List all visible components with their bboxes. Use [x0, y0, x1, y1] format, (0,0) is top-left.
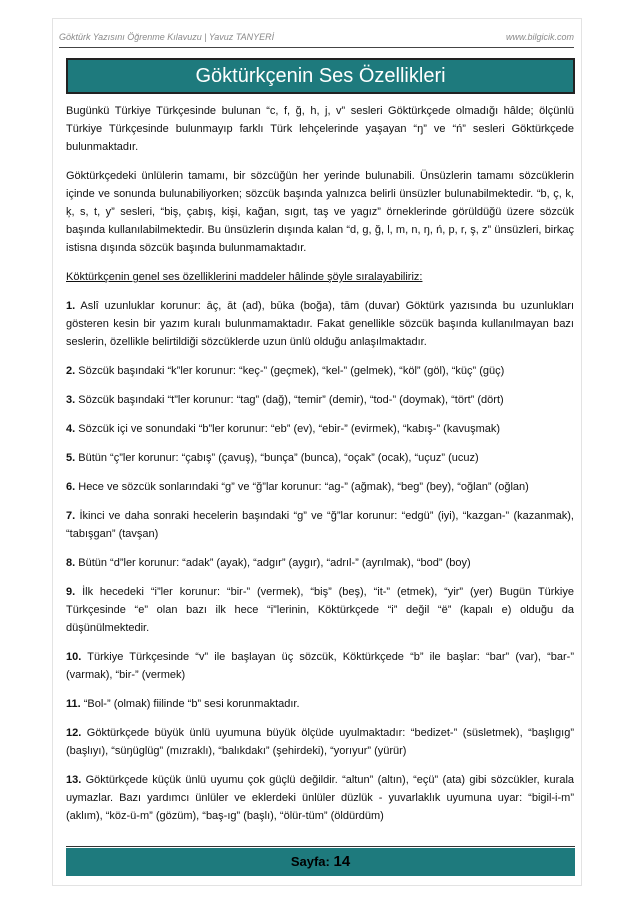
- list-item: 7. İkinci ve daha sonraki hecelerin başındaki “g” ve “ğ”lar korunur: “edgü” (iyi), “kazgan-” (kazanmak), “tabışgan” (tavşan): [66, 510, 574, 540]
- list-item: 8. Bütün “d”ler korunur: “adak” (ayak), “adgır” (aygır), “adrıl-” (ayrılmak), “bod” (boy): [66, 557, 471, 569]
- list-item: 11. “Bol-” (olmak) fiilinde “b” sesi korunmaktadır.: [66, 698, 300, 710]
- page-number: 14: [333, 853, 351, 870]
- list-item: 1. Aslî uzunluklar korunur: āç, āt (ad), būka (boğa), tām (duvar) Göktürk yazısında bu uzunlukları gösteren kesin bir yazım kuralı bulunmamaktadır. Fakat genellikle sözcük başında kullanılmayan bazı seslerin, özellikle belirtildiği sözcüklerde uzun ünlü olduğu anlaşılmaktadır.: [66, 300, 575, 348]
- list-item: 3. Sözcük başındaki “t”ler korunur: “tag” (dağ), “temir” (demir), “tod-” (doymak), “tört” (dört): [66, 394, 504, 406]
- body-text: [66, 102, 574, 836]
- header-divider: [59, 47, 574, 48]
- list-item: 6. Hece ve sözcük sonlarındaki “g” ve “ğ”lar korunur: “ag-” (ağmak), “beg” (bey), “oğlan” (oğlan): [66, 481, 529, 493]
- page-footer: [66, 848, 575, 876]
- list-item: 13. Göktürkçede küçük ünlü uyumu çok güçlü değildir. “altun” (altın), “eçü” (ata) gibi sözcükler, kurala uymazlar. Bazı yardımcı ünlüler ve eklerdeki ünlüler düzlük - yuvarlaklık uyumuna uyar: “bigil-i-m” (aklım), “köz-ü-m” (gözüm), “baş-ıg” (başlı), “ölür-tüm” (öldürdüm): [66, 774, 575, 822]
- running-header: [59, 32, 574, 42]
- page-title: Göktürkçenin Ses Özellikleri: [66, 58, 575, 94]
- list-item: 10. Türkiye Türkçesinde “v” ile başlayan üç sözcük, Köktürkçede “b” ile başlar: “bar” (var), “bar-” (varmak), “bir-” (vermek): [66, 651, 575, 681]
- list-item: 12. Göktürkçede büyük ünlü uyumuna büyük ölçüde uyulmaktadır: “bedizet-” (süsletmek), “başlıgıg” (başlıyı), “süŋüglüg” (mızraklı), “balıkdakı” (şehirdeki), “yorıyur” (yürür): [66, 727, 574, 757]
- list-heading: Köktürkçenin genel ses özelliklerini maddeler hâlinde şöyle sıralayabiliriz:: [66, 271, 423, 283]
- list-item: 4. Sözcük içi ve sonundaki “b”ler korunur: “eb” (ev), “ebir-” (evirmek), “kabış-” (kavuşmak): [66, 423, 501, 435]
- header-left: Göktürk Yazısını Öğrenme Kılavuzu | Yavuz TANYERİ: [59, 32, 275, 42]
- page-label: Sayfa:: [290, 854, 330, 869]
- intro-paragraph-1: Bugünkü Türkiye Türkçesinde bulunan “c, f, ğ, h, j, v” sesleri Göktürkçede olmadığı hâlde; ölçünlü Türkiye Türkçesinde bulunmayıp farklı Türk lehçelerinde yaşayan “ŋ” ve “ń” sesleri Göktürkçede bulunmaktadır.: [66, 105, 574, 153]
- intro-paragraph-2: Göktürkçedeki ünlülerin tamamı, bir sözcüğün her yerinde bulunabili. Ünsüzlerin tamamı sözcüklerin içinde ve sonunda bulunabiliyorken; sözcük başında yalnızca belirli ünsüzler bulunabilmektedir. “b, ç, k, ķ, s, t, y” sesleri, “biş, çabış, kişi, kağan, sıgıt, taş ve yagız” örneklerinde görüldüğü üzere sözcük başında kullanılabilmektedir. Bu ünsüzlerin dışında kalan “d, g, ğ, l, m, n, ŋ, ń, p, r, ş, z” ünsüzleri, birkaç istisna dışında sözcük başında bulunmamaktadır.: [66, 170, 574, 254]
- header-right: www.bilgicik.com: [505, 32, 574, 42]
- footer-divider: [66, 846, 575, 847]
- list-item: 2. Sözcük başındaki “k”ler korunur: “keç-” (geçmek), “kel-” (gelmek), “köl” (göl), “küç” (güç): [66, 365, 505, 377]
- list-item: 9. İlk hecedeki “i”ler korunur: “bir-” (vermek), “biş” (beş), “it-” (etmek), “yir” (yer) Bugün Türkiye Türkçesinde “e” olan bazı ilk hece “i”lerinin, Köktürkçede “i” değil “ë” (kapalı e) olduğu da düşünülmektedir.: [66, 586, 574, 634]
- list-item: 5. Bütün “ç”ler korunur: “çabış” (çavuş), “bunça” (bunca), “oçak” (ocak), “uçuz” (ucuz): [66, 452, 479, 464]
